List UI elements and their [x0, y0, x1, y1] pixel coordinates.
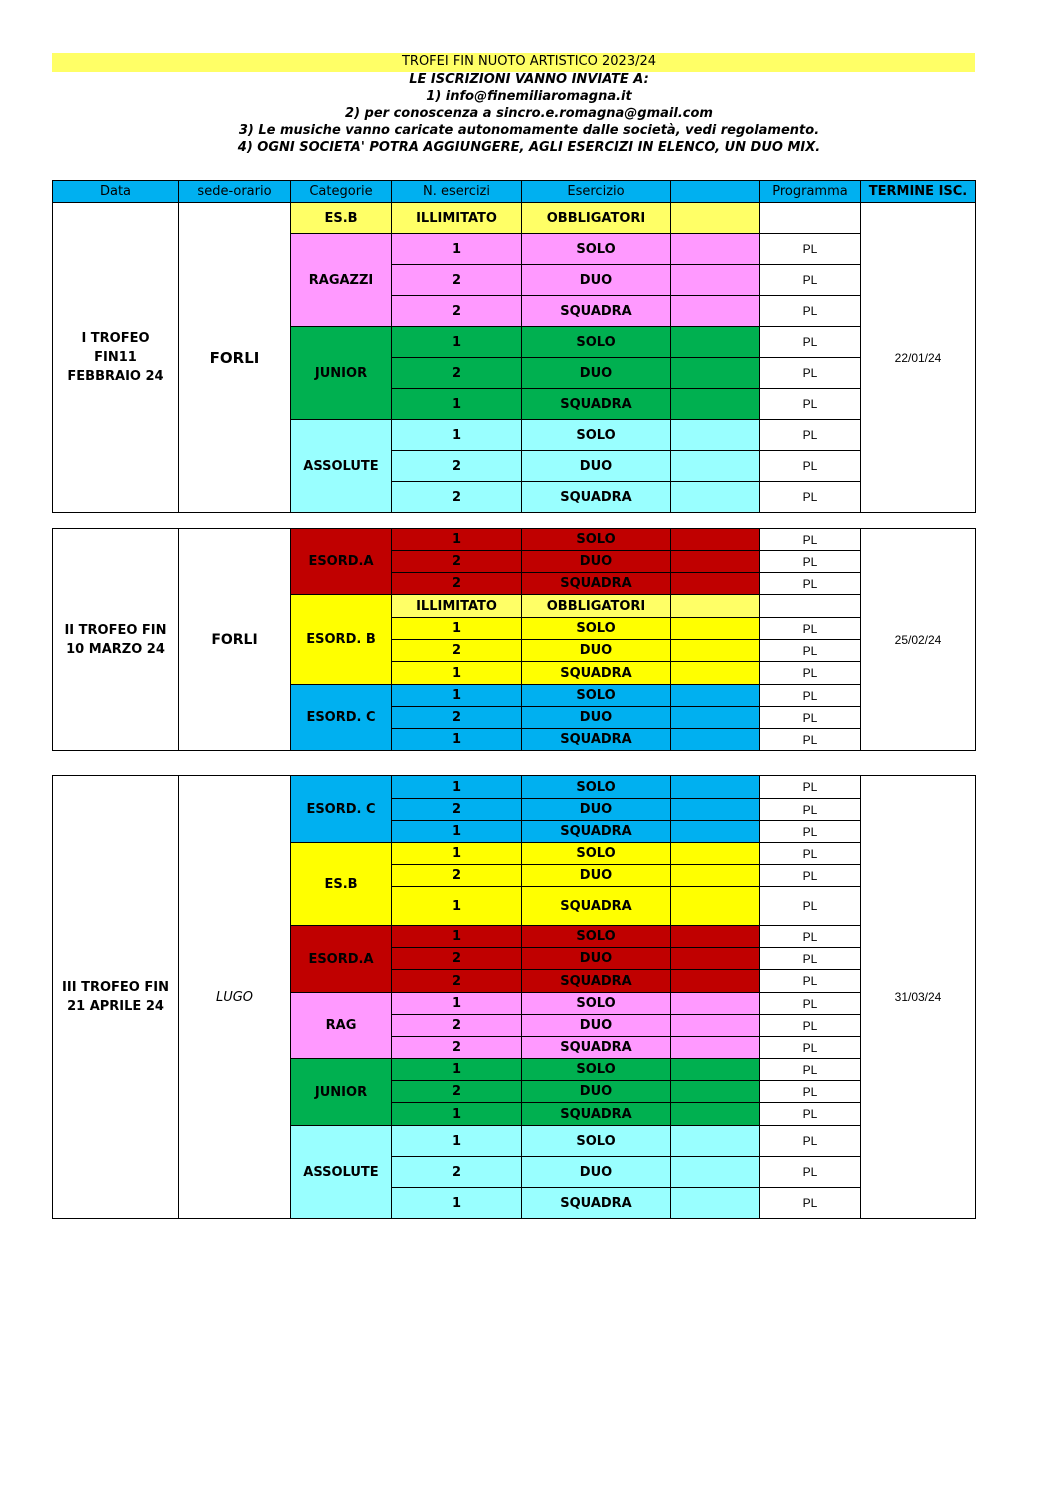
blank-cell	[671, 1188, 760, 1219]
blank-cell	[671, 451, 760, 482]
exercise-count: 1	[392, 1103, 522, 1126]
col-header-programma: Programma	[760, 181, 861, 203]
blank-cell	[671, 358, 760, 389]
exercise-type: SOLO	[522, 1126, 671, 1157]
blank-cell	[671, 1037, 760, 1059]
table-row	[53, 203, 976, 234]
blank-cell	[671, 729, 760, 751]
exercise-count: 2	[392, 482, 522, 513]
category-cell: JUNIOR	[291, 1059, 392, 1126]
exercise-type: SQUADRA	[522, 573, 671, 595]
blank-cell	[671, 1015, 760, 1037]
program-cell: PL	[760, 1157, 861, 1188]
exercise-count: 2	[392, 948, 522, 970]
program-cell: PL	[760, 865, 861, 887]
trophy-2-table	[52, 528, 976, 751]
category-cell: ESORD. B	[291, 595, 392, 685]
exercise-type: OBBLIGATORI	[522, 203, 671, 234]
exercise-type: SOLO	[522, 1059, 671, 1081]
col-header-categorie: Categorie	[291, 181, 392, 203]
exercise-type: DUO	[522, 640, 671, 662]
blank-cell	[671, 389, 760, 420]
exercise-count: 2	[392, 296, 522, 327]
blank-cell	[671, 776, 760, 799]
blank-cell	[671, 821, 760, 843]
col-header-termine: TERMINE ISC.	[861, 181, 976, 203]
exercise-type: SQUADRA	[522, 887, 671, 926]
blank-cell	[671, 640, 760, 662]
exercise-type: SOLO	[522, 618, 671, 640]
table-row	[53, 529, 976, 551]
program-cell: PL	[760, 265, 861, 296]
category-cell: ESORD. C	[291, 776, 392, 843]
blank-cell	[671, 203, 760, 234]
exercise-count: 2	[392, 1081, 522, 1103]
page-title: TROFEI FIN NUOTO ARTISTICO 2023/24	[401, 54, 657, 69]
exercise-count: 2	[392, 799, 522, 821]
program-cell: PL	[760, 296, 861, 327]
blank-cell	[671, 1059, 760, 1081]
exercise-count: ILLIMITATO	[392, 203, 522, 234]
program-cell: PL	[760, 662, 861, 685]
category-cell: RAG	[291, 993, 392, 1059]
col-header-esercizio: Esercizio	[522, 181, 671, 203]
exercise-type: DUO	[522, 707, 671, 729]
col-header-data: Data	[53, 181, 179, 203]
exercise-type: SOLO	[522, 843, 671, 865]
program-cell: PL	[760, 776, 861, 799]
exercise-count: 2	[392, 265, 522, 296]
program-cell: PL	[760, 970, 861, 993]
exercise-count: 1	[392, 529, 522, 551]
exercise-type: DUO	[522, 551, 671, 573]
exercise-type: DUO	[522, 865, 671, 887]
category-cell: RAGAZZI	[291, 234, 392, 327]
program-cell: PL	[760, 420, 861, 451]
exercise-count: 1	[392, 1059, 522, 1081]
blank-cell	[671, 799, 760, 821]
blank-cell	[671, 573, 760, 595]
program-cell: PL	[760, 389, 861, 420]
header-line-music: 3) Le musiche vanno caricate autonomamente dalle società, vedi regolamento.	[238, 123, 820, 138]
program-cell: PL	[760, 234, 861, 265]
exercise-count: 1	[392, 1188, 522, 1219]
registration-deadline: 31/03/24	[861, 776, 976, 1219]
blank-cell	[671, 234, 760, 265]
blank-cell	[671, 865, 760, 887]
exercise-count: 2	[392, 358, 522, 389]
exercise-count: 1	[392, 926, 522, 948]
exercise-type: SOLO	[522, 420, 671, 451]
exercise-type: SQUADRA	[522, 821, 671, 843]
col-header-blank	[671, 181, 760, 203]
exercise-count: 1	[392, 843, 522, 865]
exercise-count: 1	[392, 1126, 522, 1157]
blank-cell	[671, 1157, 760, 1188]
program-cell: PL	[760, 1081, 861, 1103]
exercise-type: SOLO	[522, 234, 671, 265]
program-cell: PL	[760, 358, 861, 389]
exercise-count: 2	[392, 707, 522, 729]
category-cell: ES.B	[291, 843, 392, 926]
program-cell	[760, 203, 861, 234]
blank-cell	[671, 1081, 760, 1103]
blank-cell	[671, 265, 760, 296]
trophy-1-table	[52, 180, 976, 513]
blank-cell	[671, 595, 760, 618]
trophy-venue: FORLI	[179, 529, 291, 751]
blank-cell	[671, 296, 760, 327]
program-cell: PL	[760, 640, 861, 662]
blank-cell	[671, 970, 760, 993]
program-cell: PL	[760, 1037, 861, 1059]
category-cell: ASSOLUTE	[291, 420, 392, 513]
blank-cell	[671, 685, 760, 707]
exercise-count: 1	[392, 685, 522, 707]
exercise-type: SOLO	[522, 993, 671, 1015]
blank-cell	[671, 843, 760, 865]
exercise-count: 1	[392, 662, 522, 685]
program-cell: PL	[760, 1015, 861, 1037]
exercise-count: 1	[392, 729, 522, 751]
program-cell: PL	[760, 948, 861, 970]
trophy-venue: FORLI	[179, 203, 291, 513]
blank-cell	[671, 529, 760, 551]
blank-cell	[671, 887, 760, 926]
blank-cell	[671, 993, 760, 1015]
registration-deadline: 25/02/24	[861, 529, 976, 751]
exercise-type: SQUADRA	[522, 1188, 671, 1219]
exercise-type: SQUADRA	[522, 482, 671, 513]
exercise-count: 2	[392, 451, 522, 482]
header-line-1: LE ISCRIZIONI VANNO INVIATE A:	[409, 72, 649, 87]
blank-cell	[671, 551, 760, 573]
exercise-count: 2	[392, 1157, 522, 1188]
exercise-type: SOLO	[522, 327, 671, 358]
exercise-count: 2	[392, 1037, 522, 1059]
exercise-type: DUO	[522, 451, 671, 482]
exercise-count: ILLIMITATO	[392, 595, 522, 618]
blank-cell	[671, 420, 760, 451]
exercise-count: 2	[392, 640, 522, 662]
header-line-email: 1) info@finemiliaromagna.it	[426, 89, 632, 104]
program-cell	[760, 595, 861, 618]
category-cell: ASSOLUTE	[291, 1126, 392, 1219]
exercise-type: SOLO	[522, 685, 671, 707]
col-header-sede: sede-orario	[179, 181, 291, 203]
trophy-3-table	[52, 775, 976, 1219]
program-cell: PL	[760, 618, 861, 640]
blank-cell	[671, 482, 760, 513]
exercise-type: SOLO	[522, 926, 671, 948]
category-cell: ESORD. C	[291, 685, 392, 751]
header-line-cc: 2) per conoscenza a sincro.e.romagna@gmail.com	[345, 106, 713, 121]
program-cell: PL	[760, 529, 861, 551]
exercise-count: 1	[392, 993, 522, 1015]
trophy-name: III TROFEO FIN 21 APRILE 24	[53, 776, 179, 1219]
program-cell: PL	[760, 1126, 861, 1157]
exercise-count: 2	[392, 970, 522, 993]
exercise-count: 1	[392, 618, 522, 640]
category-cell: ES.B	[291, 203, 392, 234]
exercise-count: 2	[392, 1015, 522, 1037]
exercise-count: 1	[392, 887, 522, 926]
col-header-n-esercizi: N. esercizi	[392, 181, 522, 203]
program-cell: PL	[760, 707, 861, 729]
trophy-name: II TROFEO FIN 10 MARZO 24	[53, 529, 179, 751]
exercise-type: SOLO	[522, 776, 671, 799]
exercise-count: 1	[392, 821, 522, 843]
exercise-count: 1	[392, 420, 522, 451]
exercise-type: OBBLIGATORI	[522, 595, 671, 618]
blank-cell	[671, 662, 760, 685]
program-cell: PL	[760, 729, 861, 751]
exercise-type: SOLO	[522, 529, 671, 551]
exercise-count: 1	[392, 389, 522, 420]
exercise-type: SQUADRA	[522, 1037, 671, 1059]
exercise-type: DUO	[522, 1081, 671, 1103]
blank-cell	[671, 926, 760, 948]
blank-cell	[671, 618, 760, 640]
table-row	[53, 776, 976, 799]
program-cell: PL	[760, 327, 861, 358]
program-cell: PL	[760, 799, 861, 821]
exercise-type: SQUADRA	[522, 296, 671, 327]
category-cell: JUNIOR	[291, 327, 392, 420]
program-cell: PL	[760, 573, 861, 595]
exercise-type: SQUADRA	[522, 1103, 671, 1126]
program-cell: PL	[760, 843, 861, 865]
blank-cell	[671, 1126, 760, 1157]
exercise-type: SQUADRA	[522, 729, 671, 751]
exercise-type: DUO	[522, 265, 671, 296]
exercise-type: DUO	[522, 948, 671, 970]
program-cell: PL	[760, 551, 861, 573]
program-cell: PL	[760, 685, 861, 707]
exercise-count: 1	[392, 327, 522, 358]
category-cell: ESORD.A	[291, 926, 392, 993]
program-cell: PL	[760, 926, 861, 948]
program-cell: PL	[760, 887, 861, 926]
program-cell: PL	[760, 1103, 861, 1126]
trophy-venue: LUGO	[179, 776, 291, 1219]
registration-deadline: 22/01/24	[861, 203, 976, 513]
program-cell: PL	[760, 1188, 861, 1219]
header-line-duo-mix: 4) OGNI SOCIETA' POTRA AGGIUNGERE, AGLI ESERCIZI IN ELENCO, UN DUO MIX.	[237, 140, 821, 155]
blank-cell	[671, 707, 760, 729]
exercise-type: SQUADRA	[522, 662, 671, 685]
exercise-type: DUO	[522, 799, 671, 821]
program-cell: PL	[760, 993, 861, 1015]
exercise-type: DUO	[522, 358, 671, 389]
exercise-count: 1	[392, 776, 522, 799]
exercise-count: 2	[392, 573, 522, 595]
program-cell: PL	[760, 482, 861, 513]
program-cell: PL	[760, 1059, 861, 1081]
column-header-row	[53, 181, 976, 203]
category-cell: ESORD.A	[291, 529, 392, 595]
exercise-count: 2	[392, 865, 522, 887]
exercise-count: 1	[392, 234, 522, 265]
program-cell: PL	[760, 451, 861, 482]
trophy-name: I TROFEO FIN11 FEBBRAIO 24	[53, 203, 179, 513]
blank-cell	[671, 948, 760, 970]
exercise-type: DUO	[522, 1015, 671, 1037]
exercise-type: SQUADRA	[522, 389, 671, 420]
exercise-count: 2	[392, 551, 522, 573]
exercise-type: SQUADRA	[522, 970, 671, 993]
exercise-type: DUO	[522, 1157, 671, 1188]
blank-cell	[671, 1103, 760, 1126]
program-cell: PL	[760, 821, 861, 843]
blank-cell	[671, 327, 760, 358]
